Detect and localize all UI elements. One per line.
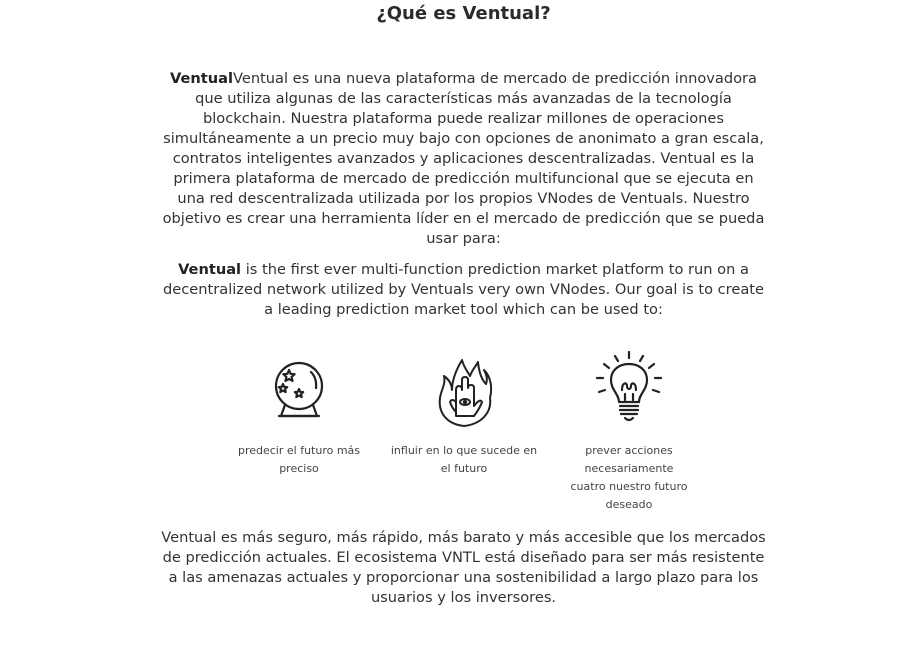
- feature-predict: [219, 350, 379, 478]
- closing-paragraph: Ventual es más seguro, más rápido, más barato y más accesible que los mercados de predicción actuales. El ecosistema VNTL está diseñado para ser más resistente a las amenazas actuales y proporcionar una sostenibilidad a largo plazo para los usuarios y los inversores.: [161, 529, 766, 606]
- feature-label: predecir el futuro más preciso: [237, 444, 361, 475]
- intro-spanish-text: Ventual es una nueva plataforma de mercado de predicción innovadora que utiliza algunas de las características más avanzadas de la tecnología blockchain. Nuestra plataforma puede realizar millones de operaciones simultáneamente a un precio muy bajo con opciones de anonimato a gran escala, contratos inteligentes avanzados y aplicaciones descentralizadas. Ventual es la primera plataforma de mercado de predicción multifuncional que se ejecuta en una red descentralizada utilizada por los propios VNodes de Ventuals. Nuestro objetivo es crear una herramienta líder en el mercado de predicción que se pueda usar para:: [162, 70, 765, 247]
- intro-spanish-paragraph: [160, 69, 767, 249]
- feature-influence: [384, 350, 544, 478]
- feature-label: prever acciones necesariamente cuatro nuestro futuro deseado: [570, 444, 688, 511]
- lightbulb-icon: [589, 350, 669, 430]
- section-title: ¿Qué es Ventual?: [376, 3, 551, 24]
- brand-name: Ventual: [178, 261, 242, 278]
- intro-english-paragraph: [160, 260, 767, 320]
- intro-english-text: is the first ever multi-function prediction market platform to run on a decentralized network utilized by Ventuals very own VNodes. Our goal is to create a leading prediction market tool which can be used to:: [163, 261, 764, 318]
- feature-foresee: [549, 350, 709, 514]
- feature-label: influir en lo que sucede en el futuro: [390, 444, 538, 475]
- crystal-ball-icon: [259, 350, 339, 430]
- brand-name: Ventual: [169, 70, 233, 87]
- flaming-hand-icon: [424, 350, 504, 430]
